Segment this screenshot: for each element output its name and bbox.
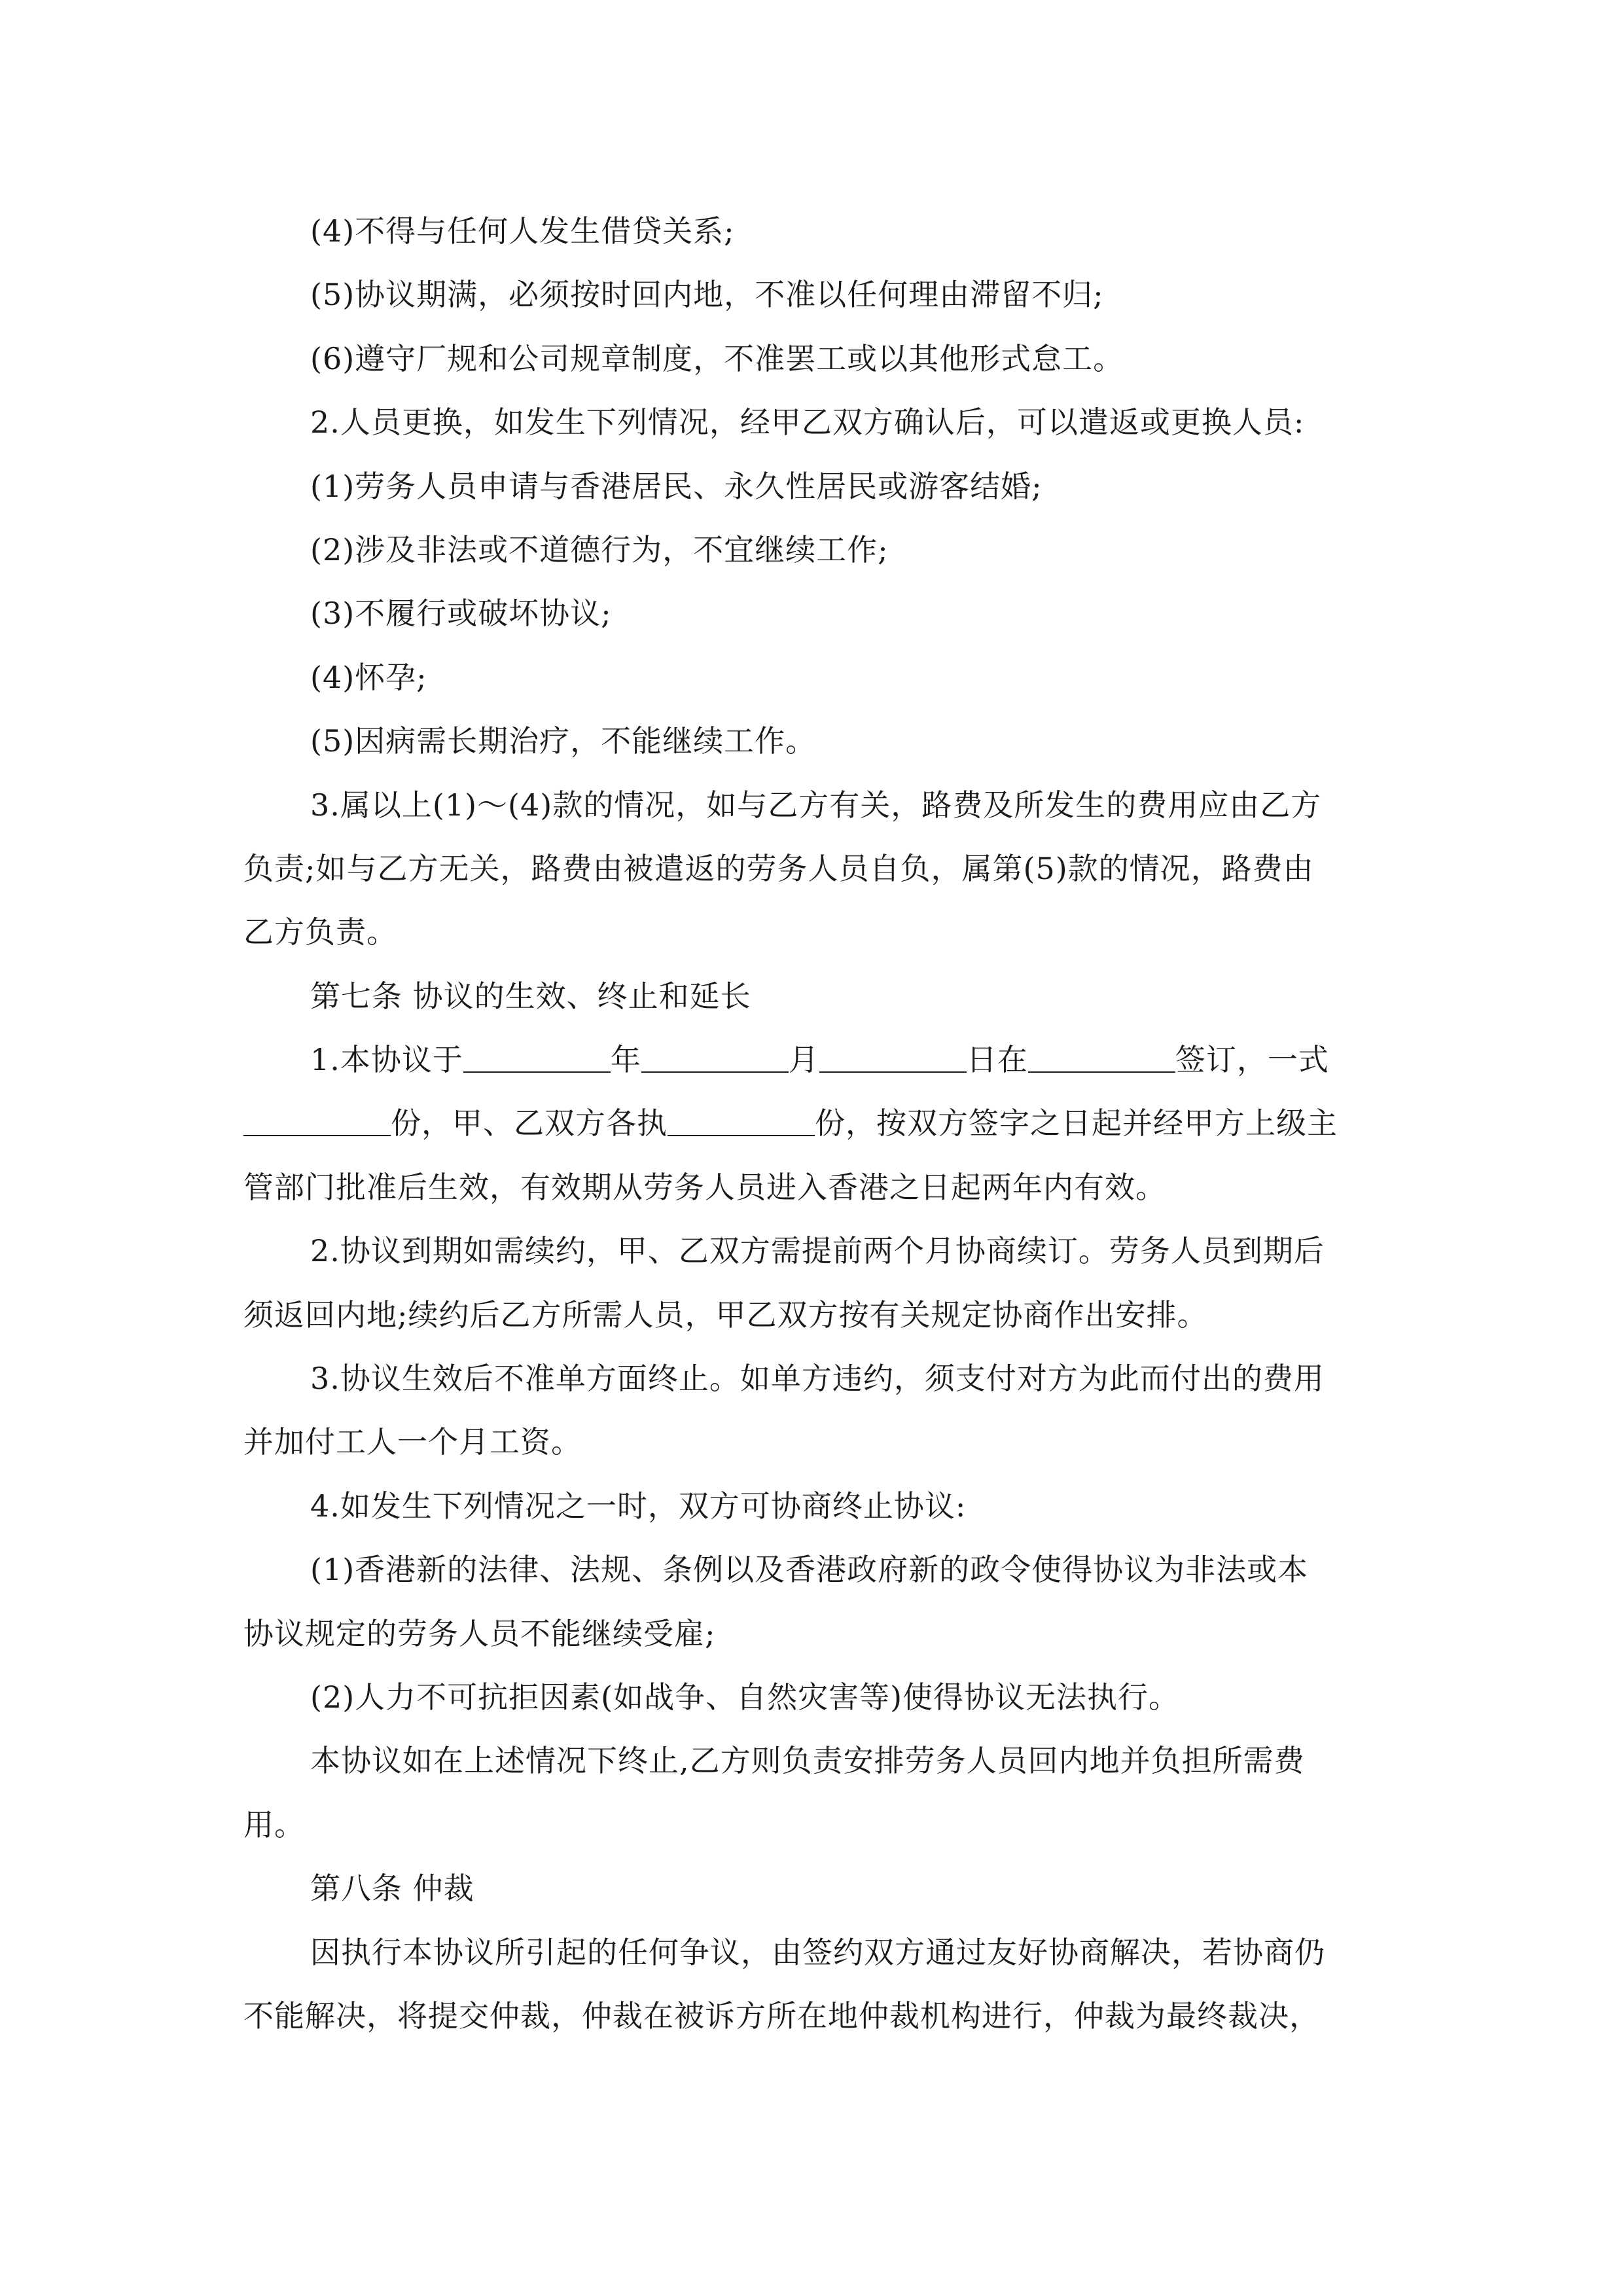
text-segment: 3.协议生效后不准单方面终止。如单方违约，须支付对方为此而付出的费用 [310, 1361, 1325, 1397]
fill-in-blank [668, 1105, 815, 1136]
text-segment: 2.人员更换，如发生下列情况，经甲乙双方确认后，可以遣返或更换人员: [310, 404, 1305, 440]
text-segment: 签订，一式 [1175, 1042, 1329, 1078]
text-line [243, 1410, 1380, 1474]
text-line [243, 1219, 1380, 1283]
text-segment: 3.属以上(1)～(4)款的情况，如与乙方有关，路费及所发生的费用应由乙方 [310, 787, 1322, 823]
text-segment: 年 [610, 1042, 641, 1078]
fill-in-blank [641, 1041, 789, 1073]
text-line [243, 582, 1380, 645]
fill-in-blank [1028, 1041, 1175, 1073]
document-body [243, 200, 1380, 2048]
text-line [243, 837, 1380, 901]
fill-in-blank [243, 1105, 391, 1136]
text-line [243, 1984, 1380, 2048]
text-segment: 4.如发生下列情况之一时，双方可协商终止协议: [310, 1488, 967, 1524]
text-line [243, 1475, 1380, 1538]
text-line [243, 263, 1380, 327]
text-segment: (1)劳务人员申请与香港居民、永久性居民或游客结婚; [310, 468, 1043, 504]
fill-in-blank [819, 1041, 967, 1073]
text-line [243, 1156, 1380, 1219]
text-segment: (2)涉及非法或不道德行为，不宜继续工作; [310, 531, 889, 567]
text-segment: 须返回内地;续约后乙方所需人员，甲乙双方按有关规定协商作出安排。 [243, 1297, 1208, 1333]
text-segment: 管部门批准后生效，有效期从劳务人员进入香港之日起两年内有效。 [243, 1169, 1166, 1205]
text-segment: 2.协议到期如需续约，甲、乙双方需提前两个月协商续订。劳务人员到期后 [310, 1233, 1325, 1269]
text-segment: 月 [788, 1042, 819, 1078]
text-segment: 份，甲、乙双方各执 [391, 1105, 668, 1141]
text-segment: (4)不得与任何人发生借贷关系; [310, 213, 735, 249]
text-segment: (2)人力不可抗拒因素(如战争、自然灾害等)使得协议无法执行。 [310, 1679, 1180, 1715]
text-line [243, 1793, 1380, 1857]
text-line [243, 1028, 1380, 1092]
text-line [243, 455, 1380, 518]
text-segment: (6)遵守厂规和公司规章制度，不准罢工或以其他形式怠工。 [310, 340, 1124, 376]
text-line [243, 518, 1380, 582]
text-segment: 不能解决，将提交仲裁，仲裁在被诉方所在地仲裁机构进行，仲裁为最终裁决， [243, 1998, 1320, 2034]
text-segment: 用。 [243, 1806, 305, 1842]
text-segment: 1.本协议于 [310, 1042, 463, 1078]
text-line [243, 901, 1380, 964]
text-segment: (5)因病需长期治疗，不能继续工作。 [310, 723, 817, 759]
text-segment: (4)怀孕; [310, 659, 427, 695]
text-line [243, 1538, 1380, 1602]
text-line [243, 1602, 1380, 1666]
text-segment: 乙方负责。 [243, 914, 397, 950]
text-segment: 因执行本协议所引起的任何争议，由签约双方通过友好协商解决，若协商仍 [310, 1934, 1325, 1970]
text-segment: (5)协议期满，必须按时回内地，不准以任何理由滞留不归; [310, 277, 1104, 313]
text-line [243, 709, 1380, 773]
text-segment: 协议规定的劳务人员不能继续受雇; [243, 1615, 716, 1651]
text-line [243, 1092, 1380, 1155]
text-line [243, 965, 1380, 1028]
text-segment: (1)香港新的法律、法规、条例以及香港政府新的政令使得协议为非法或本 [310, 1552, 1309, 1588]
text-line [243, 646, 1380, 709]
text-line [243, 1283, 1380, 1347]
text-segment: 并加付工人一个月工资。 [243, 1424, 582, 1460]
text-segment: 第七条 协议的生效、终止和延长 [310, 978, 751, 1014]
text-segment: (3)不履行或破坏协议; [310, 596, 612, 632]
text-line [243, 1857, 1380, 1920]
text-line [243, 774, 1380, 837]
fill-in-blank [463, 1041, 611, 1073]
text-segment: 份，按双方签字之日起并经甲方上级主 [815, 1105, 1338, 1141]
text-line [243, 1666, 1380, 1729]
text-segment: 本协议如在上述情况下终止,乙方则负责安排劳务人员回内地并负担所需费 [310, 1743, 1305, 1779]
text-segment: 负责;如与乙方无关，路费由被遣返的劳务人员自负，属第(5)款的情况，路费由 [243, 850, 1314, 886]
text-line [243, 1729, 1380, 1793]
text-segment: 日在 [966, 1042, 1028, 1078]
text-line [243, 1921, 1380, 1984]
text-line [243, 1347, 1380, 1410]
text-line [243, 327, 1380, 391]
text-line [243, 200, 1380, 263]
text-line [243, 391, 1380, 454]
text-segment: 第八条 仲裁 [310, 1871, 474, 1907]
